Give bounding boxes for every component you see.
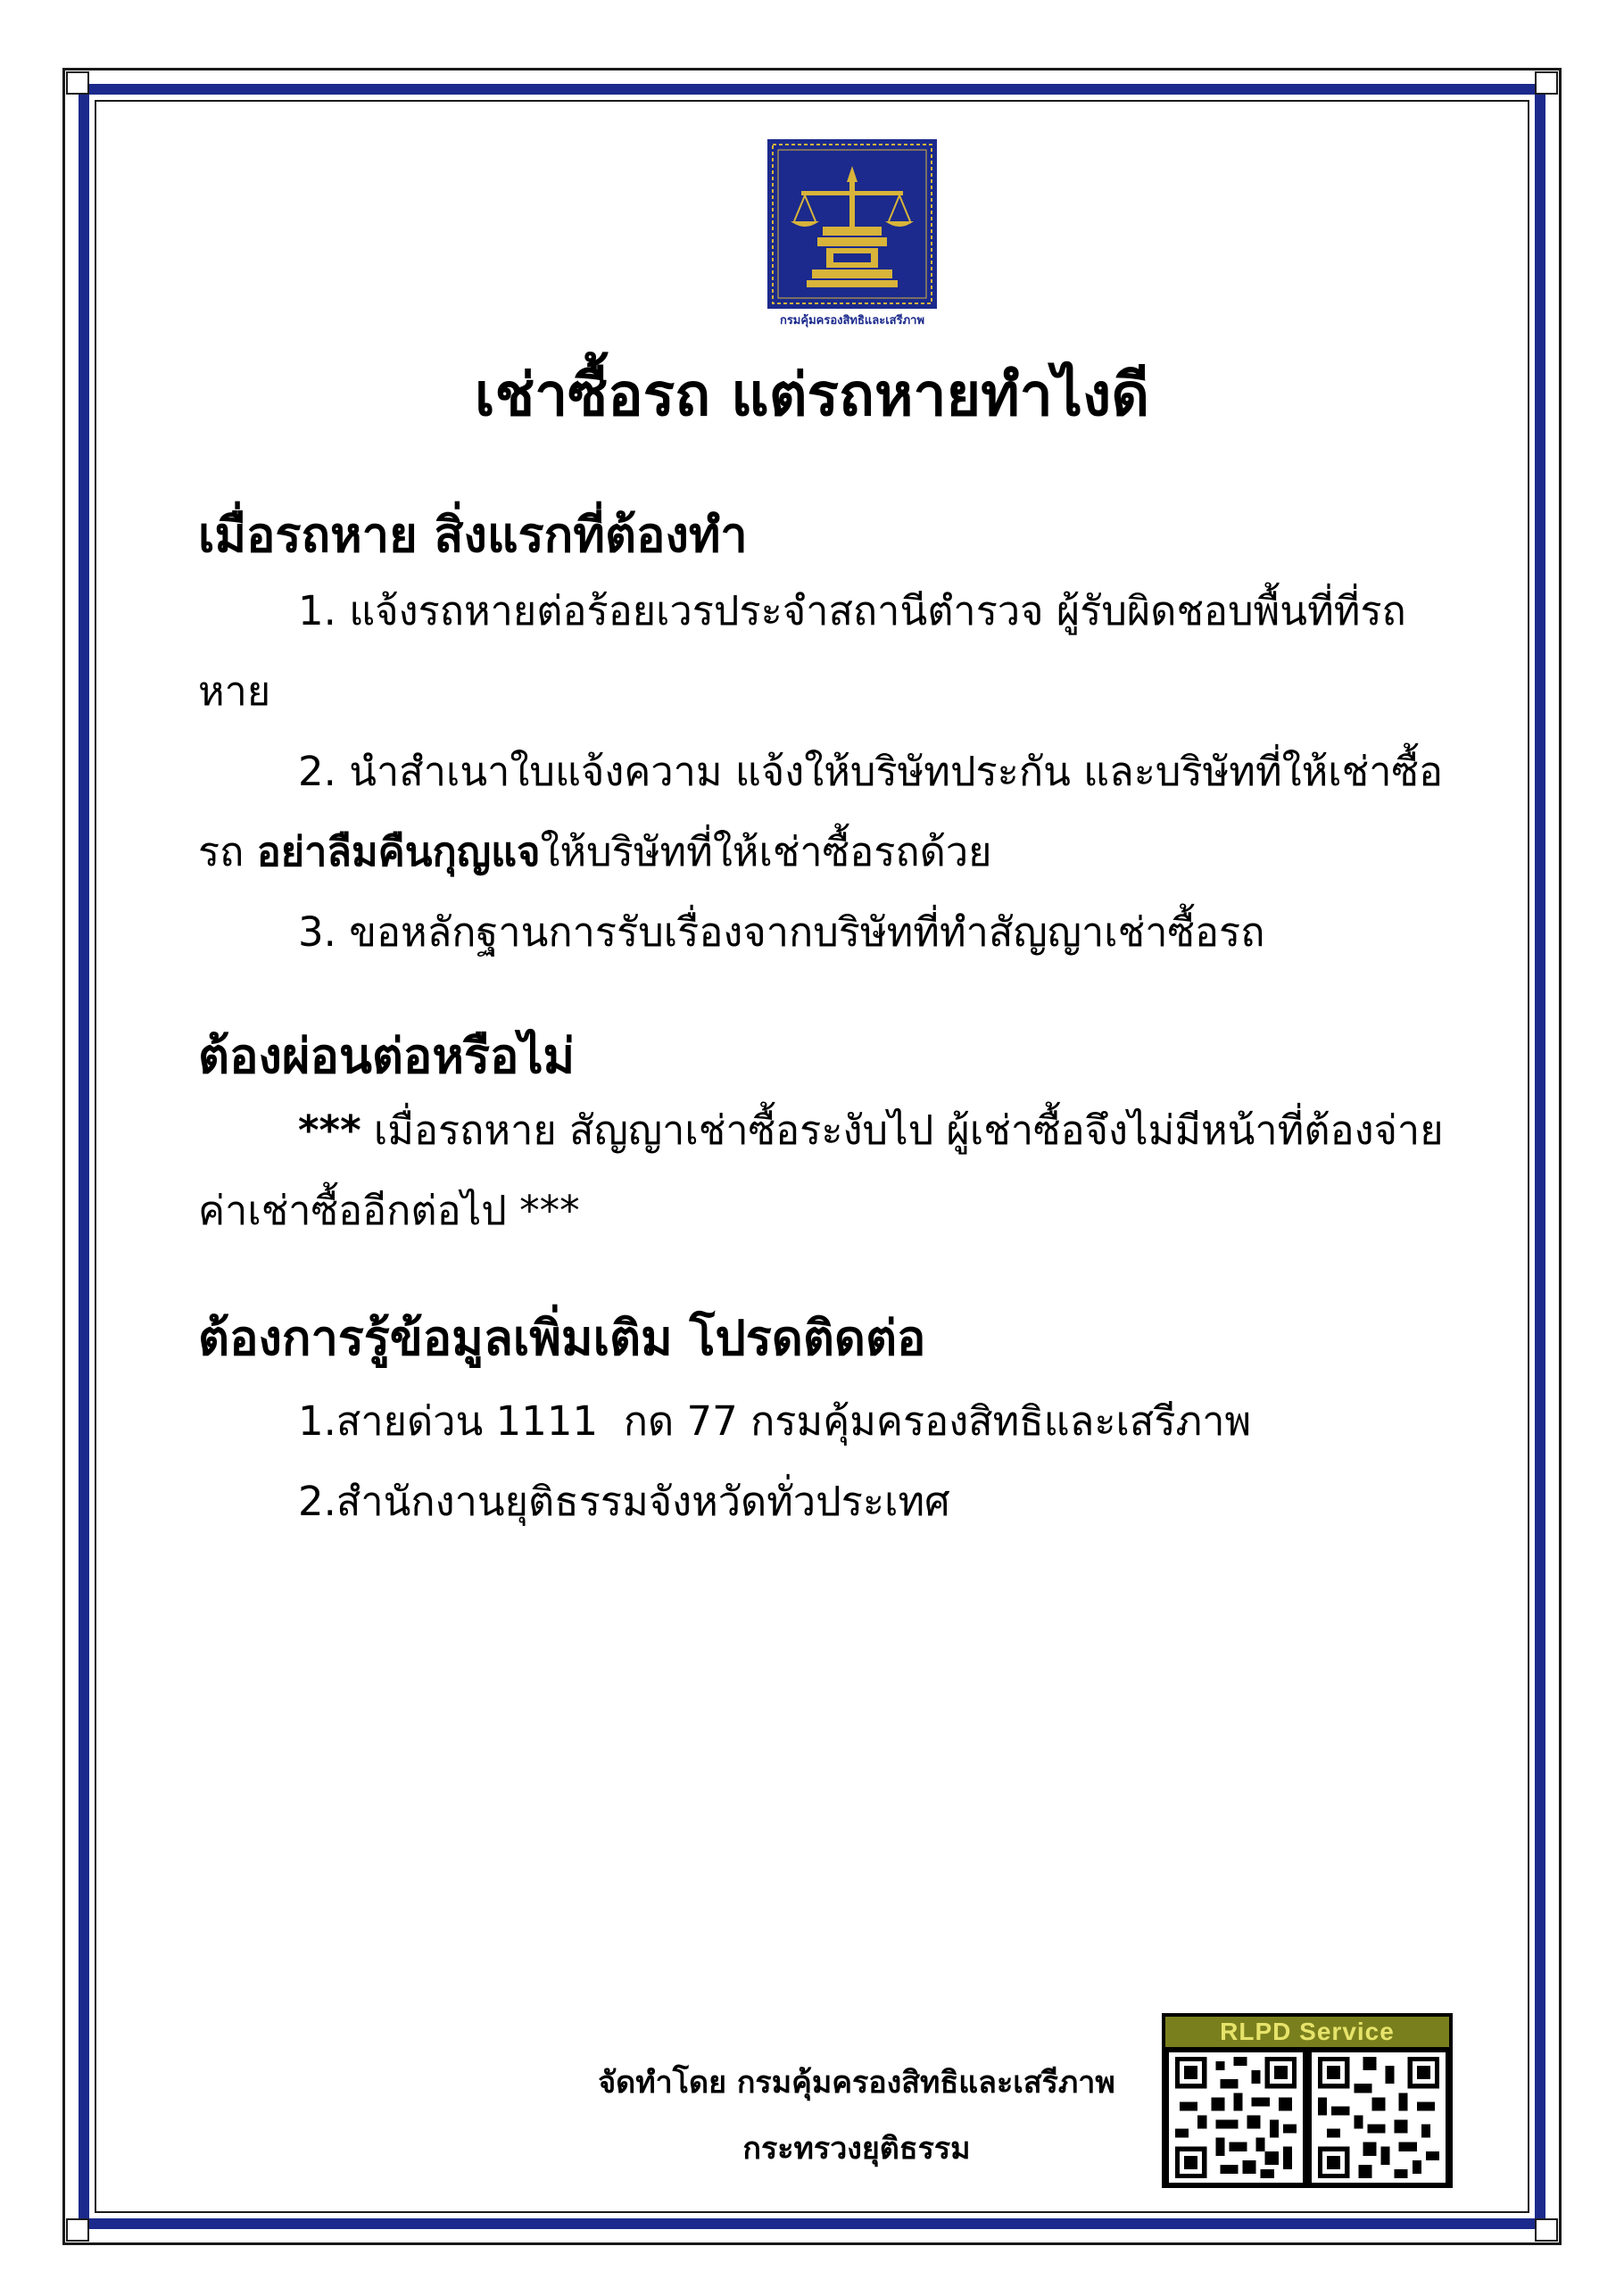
step-2-text	[198, 732, 1465, 892]
logo-caption: กรมคุ้มครองสิทธิและเสรีภาพ	[779, 314, 925, 327]
section-heading-first-steps: เมื่อรถหาย สิ่งแรกที่ต้องทำ	[198, 507, 748, 563]
qr-code-left[interactable]	[1169, 2052, 1303, 2183]
frame-corner-top-right	[1535, 71, 1558, 95]
step-1-text: 1. แจ้งรถหายต่อร้อยเวรประจำสถานีตำรวจ ผู้รับผิดชอบพื้นที่ที่รถหาย	[198, 587, 1406, 715]
payment-note	[198, 1090, 1465, 1251]
section-heading-contact: ต้องการรู้ข้อมูลเพิ่มเติม โปรดติดต่อ	[198, 1310, 926, 1366]
footer-ministry: กระทรวงยุติธรรม	[742, 2131, 971, 2167]
frame-corner-top-left	[66, 71, 89, 95]
qr-code-panel	[1162, 2013, 1453, 2188]
contact-hotline: 1.สายด่วน 1111 กด 77 กรมคุ้มครองสิทธิและเสรีภาพ	[298, 1397, 1252, 1445]
footer-organizer: จัดทำโดย กรมคุ้มครองสิทธิและเสรีภาพ	[598, 2065, 1115, 2101]
step-2-emphasis: อย่าลืมคืนกุญแจ	[256, 828, 541, 875]
qr-code-right[interactable]	[1312, 2052, 1446, 2183]
frame-corner-bottom-left	[66, 2218, 89, 2242]
department-logo	[767, 139, 937, 309]
page-title: เช่าซื้อรถ แต่รถหายทำไงดี	[474, 361, 1150, 429]
payment-note-text: เมื่อรถหาย สัญญาเช่าซื้อระงับไป ผู้เช่าซื้อจึงไม่มีหน้าที่ต้องจ่ายค่าเช่าซื้ออีกต่อไป ***	[198, 1107, 1444, 1234]
qr-code-icon	[1169, 2052, 1303, 2183]
qr-panel-header: RLPD Service	[1165, 2017, 1449, 2047]
scales-emblem-icon	[767, 139, 937, 309]
step-3-text: 3. ขอหลักฐานการรับเรื่องจากบริษัทที่ทำสัญญาเช่าซื้อรถ	[298, 908, 1265, 956]
step-2-text-end: ให้บริษัทที่ให้เช่าซื้อรถด้วย	[540, 828, 992, 875]
qr-code-icon	[1312, 2052, 1446, 2183]
contact-offices: 2.สำนักงานยุติธรรมจังหวัดทั่วประเทศ	[298, 1478, 950, 1525]
payment-note-stars: ***	[298, 1107, 361, 1154]
section-heading-payment: ต้องผ่อนต่อหรือไม่	[198, 1028, 576, 1084]
step-2-text-start: 2. นำสำเนาใบแจ้งความ แจ้งให้บริษัทประกัน และบริษัทที่ให้เช่าซื้อรถ	[198, 748, 1444, 875]
frame-corner-bottom-right	[1535, 2218, 1558, 2242]
